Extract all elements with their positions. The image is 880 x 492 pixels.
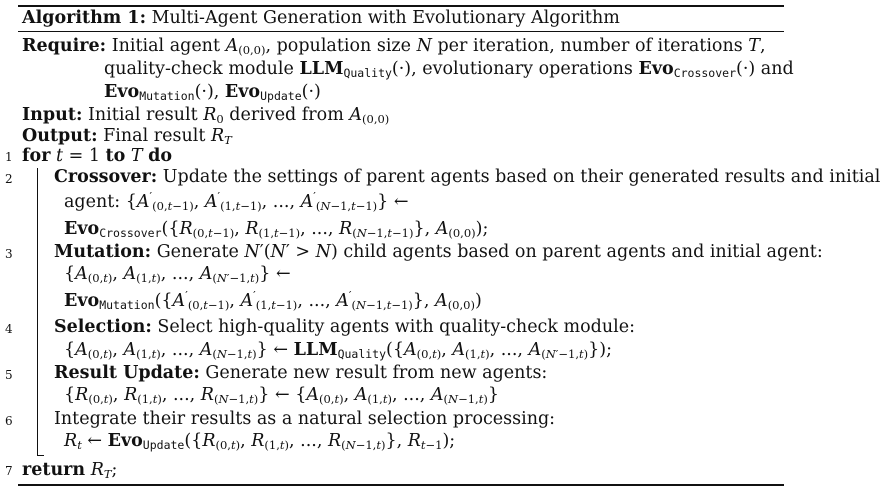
- require-line-1: Require: Initial agent $A_{(0,0)}$, population size N per iteration, number of iterations T,: [22, 36, 766, 57]
- line-number-4: 4: [5, 322, 13, 336]
- bottom-rule: [18, 484, 784, 486]
- algorithm-caption: [22, 8, 620, 29]
- loop-body-end-tick: [37, 455, 44, 456]
- require-line-2: quality-check module $LLM_{Quality}(\cdot)$, evolutionary operations Evo$_{Crossover}$(·) and: [104, 59, 794, 80]
- input-line: Input: Initial result $R_0$ derived from $A_{(0,0)}$: [22, 105, 390, 126]
- input-label: Input:: [22, 105, 83, 125]
- algorithm-label: Algorithm 1:: [22, 8, 147, 28]
- top-rule: [18, 5, 784, 7]
- crossover-label: Crossover:: [54, 167, 158, 187]
- crossover-line-2: agent: {$A'_{(0,t-1)}$, $A'_{(1,t-1)}$, ..., $A'_{(N-1,t-1)}$} ←: [64, 189, 409, 213]
- loop-body-bar: [37, 168, 38, 456]
- result-update-line-1: Result Update: Generate new result from new agents:: [54, 363, 548, 383]
- crossover-line-1: Crossover: Update the settings of parent agents based on their generated results and initial: [54, 167, 880, 187]
- line-number-3: 3: [5, 247, 13, 261]
- mutation-line-2: {$A_{(0,t)}$, $A_{(1,t)}$, ..., $A_{(N'-1,t)}$} ←: [64, 264, 291, 285]
- algorithm-title: Multi-Agent Generation with Evolutionary Algorithm: [151, 8, 620, 28]
- mutation-label: Mutation:: [54, 242, 152, 262]
- require-line-3: Evo$_{Mutation}$(·), Evo$_{Update}$(·): [104, 82, 321, 103]
- integrate-line-2: $R_t$ ← $Evo_{Update}(\{R_{(0,t)}$, $R_{(1,t)}$, ..., $R_{(N-1,t)}$}, $R_{t-1}$);: [64, 431, 456, 452]
- mutation-line-1: Mutation: Generate N′(N′ > N) child agents based on parent agents and initial agent:: [54, 242, 823, 262]
- integrate-line-1: Integrate their results as a natural selection processing:: [54, 409, 556, 429]
- caption-rule: [18, 31, 784, 32]
- line-number-5: 5: [5, 368, 13, 382]
- mutation-line-3: $Evo_{Mutation}(\{A'_{(0,t-1)}$, $A'_{(1,t-1)}$, ..., $A'_{(N-1,t-1)}$}, $A_{(0,0)}$): [64, 288, 482, 312]
- line-number-7: 7: [5, 464, 13, 478]
- require-label: Require:: [22, 36, 107, 56]
- selection-line-2: {$A_{(0,t)}$, $A_{(1,t)}$, ..., $A_{(N-1,t)}$} ← $LLM_{Quality}(\{A_{(0,t)}$, $A_{(1,t)}$, ..., $A_{(N'-1,t)}$});: [64, 340, 612, 361]
- for-line: for t = 1 to T do: [22, 146, 173, 166]
- line-number-2: 2: [5, 172, 13, 186]
- output-line: Output: Final result $R_T$: [22, 126, 232, 147]
- line-number-6: 6: [5, 414, 13, 428]
- selection-label: Selection:: [54, 317, 152, 337]
- crossover-line-3: $Evo_{Crossover}(\{R_{(0,t-1)}$, $R_{(1,t-1)}$, ..., $R_{(N-1,t-1)}$}, $A_{(0,0)}$);: [64, 219, 489, 240]
- line-number-1: 1: [5, 150, 13, 164]
- result-update-line-2: {$R_{(0,t)}$, $R_{(1,t)}$, ..., $R_{(N-1,t)}$} ← {$A_{(0,t)}$, $A_{(1,t)}$, ..., $A_{(N-1,t)}$}: [64, 385, 499, 406]
- selection-line-1: Selection: Select high-quality agents with quality-check module:: [54, 317, 635, 337]
- return-line: return $R_T$;: [22, 460, 118, 481]
- result-update-label: Result Update:: [54, 363, 200, 383]
- output-label: Output:: [22, 126, 98, 146]
